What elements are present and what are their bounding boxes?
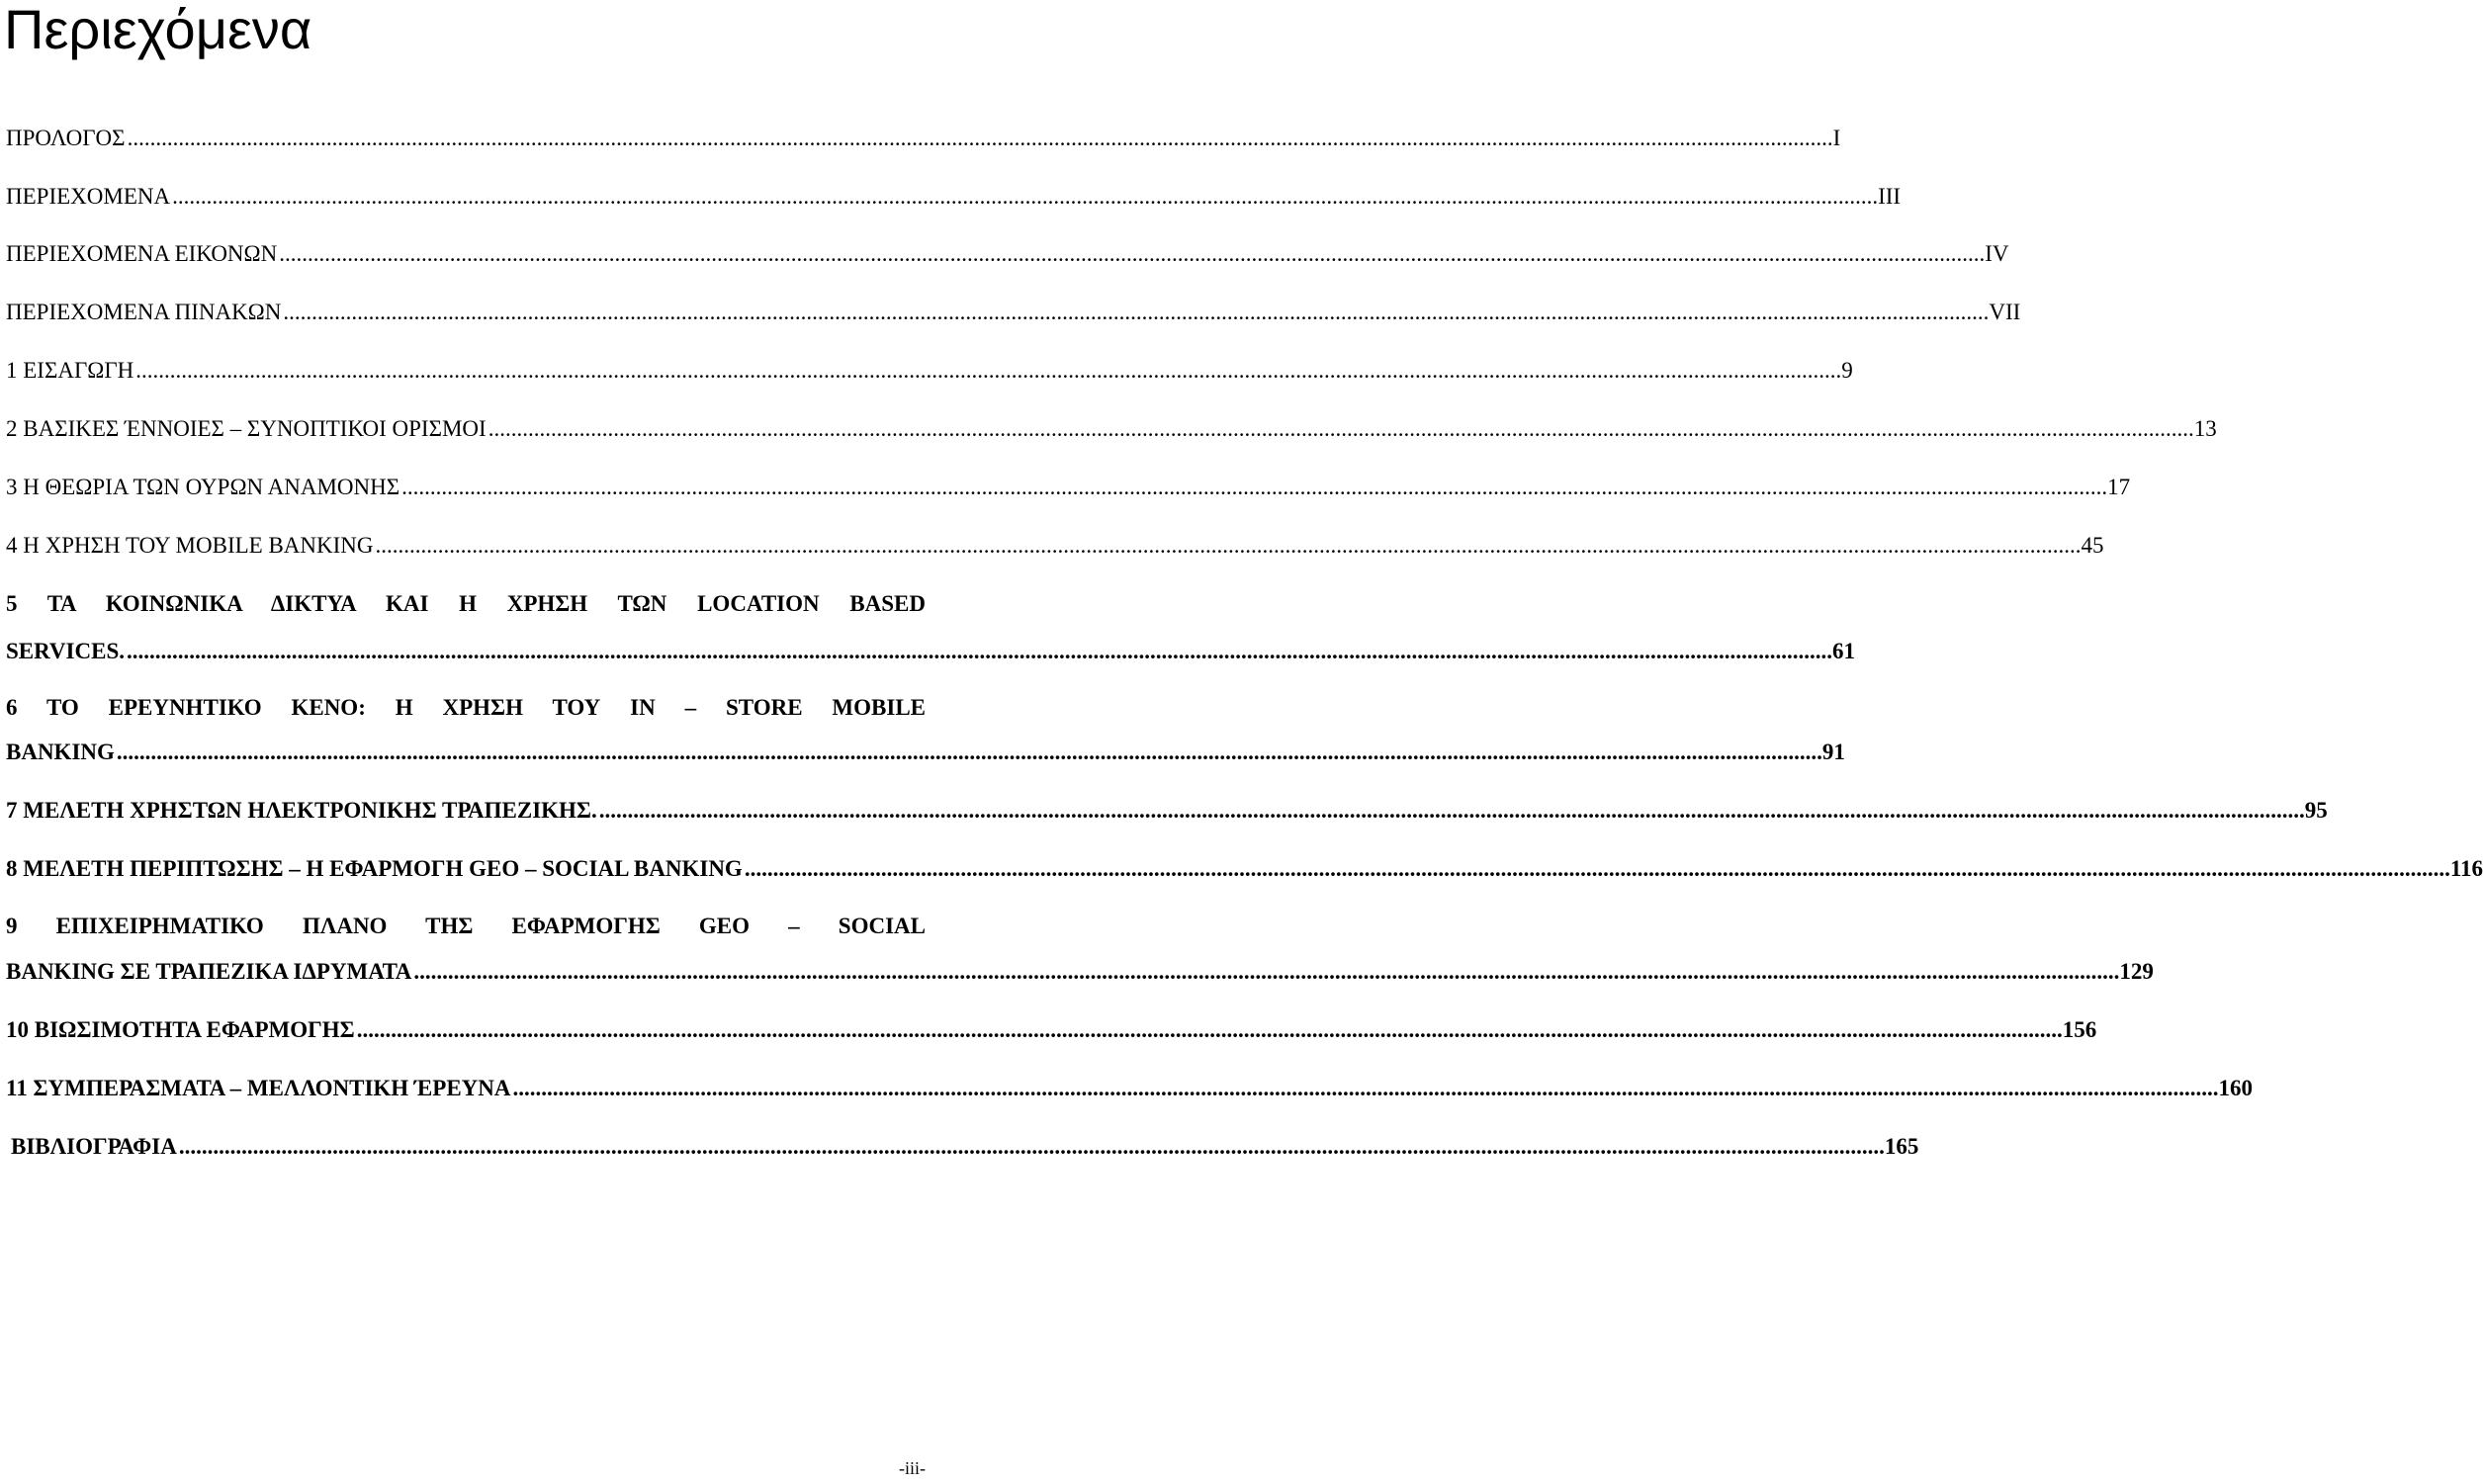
toc-entry-page: 17 (2107, 475, 2131, 499)
toc-entry-title: SERVICES. (6, 639, 125, 663)
toc-entry-page: 95 (2304, 798, 2328, 823)
toc-entry-chapter-2[interactable] (6, 414, 2217, 444)
toc-entry-title: 10 ΒΙΩΣΙΜΟΤΗΤΑ ΕΦΑΡΜΟΓΗΣ (6, 1017, 355, 1042)
dot-leader: ............................................................................................................................................................................................................................................................................................................ (744, 856, 2450, 881)
dot-leader: ............................................................................................................................................................................................................................................................................................................ (283, 300, 1990, 324)
toc-entry-page: 116 (2449, 856, 2483, 881)
toc-entry-title: ΒΙΒΛΙΟΓΡΑΦΙΑ (11, 1134, 177, 1159)
toc-entry-chapter-6[interactable] (6, 738, 1845, 767)
toc-entry-page: 156 (2062, 1017, 2097, 1042)
toc-entry-page: 91 (1821, 740, 1845, 764)
toc-entry-bibliography[interactable] (11, 1132, 1919, 1162)
toc-entry-chapter-9[interactable] (6, 957, 2154, 987)
dot-leader: ............................................................................................................................................................................................................................................................................................................ (127, 639, 1832, 663)
toc-entry-chapter-10[interactable] (6, 1015, 2097, 1045)
toc-entry-prologue[interactable] (6, 124, 1841, 153)
toc-entry-page: III (1878, 184, 1902, 209)
dot-leader: ............................................................................................................................................................................................................................................................................................................ (172, 184, 1879, 209)
toc-entry-chapter-1[interactable] (6, 356, 1853, 386)
dot-leader: ............................................................................................................................................................................................................................................................................................................ (135, 358, 1842, 383)
toc-entry-title: 5 ΤΑ ΚΟΙΝΩΝΙΚΑ ΔΙΚΤΥΑ ΚΑΙ Η ΧΡΗΣΗ ΤΩΝ LOCATION BASED (6, 591, 926, 616)
toc-entry-page: 129 (2119, 959, 2154, 984)
toc-entry-chapter-11[interactable] (6, 1074, 2254, 1103)
toc-entry-page: 9 (1841, 358, 1853, 383)
toc-entry-chapter-6-line1[interactable] (6, 693, 926, 723)
toc-entry-chapter-5[interactable] (6, 637, 1855, 666)
toc-entry-title: 11 ΣΥΜΠΕΡΑΣΜΑΤΑ – ΜΕΛΛΟΝΤΙΚΗ ΈΡΕΥΝΑ (6, 1076, 511, 1100)
dot-leader: ............................................................................................................................................................................................................................................................................................................ (401, 475, 2108, 499)
toc-entry-chapter-5-line1[interactable] (6, 589, 926, 619)
toc-entry-title: ΠΕΡΙΕΧΟΜΕΝΑ (6, 184, 171, 209)
toc-entry-title: 7 ΜΕΛΕΤΗ ΧΡΗΣΤΩΝ ΗΛΕΚΤΡΟΝΙΚΗΣ ΤΡΑΠΕΖΙΚΗΣ. (6, 798, 597, 823)
dot-leader: ............................................................................................................................................................................................................................................................................................................ (279, 241, 1986, 266)
toc-entry-page: IV (1985, 241, 2009, 266)
toc-entry-title: ΠΕΡΙΕΧΟΜΕΝΑ ΠΙΝΑΚΩΝ (6, 300, 282, 324)
dot-leader: ............................................................................................................................................................................................................................................................................................................ (598, 798, 2305, 823)
toc-entry-title: ΠΡΟΛΟΓΟΣ (6, 126, 126, 150)
toc-entry-chapter-9-line1[interactable] (6, 912, 926, 941)
toc-entry-page: 45 (2081, 533, 2104, 558)
toc-entry-title: 8 ΜΕΛΕΤΗ ΠΕΡΙΠΤΩΣΗΣ – Η ΕΦΑΡΜΟΓΗ GEO – SOCIAL BANKING (6, 856, 743, 881)
toc-entry-figures[interactable] (6, 239, 2009, 269)
toc-entry-page: 165 (1884, 1134, 1919, 1159)
toc-entry-page: 13 (2193, 416, 2217, 441)
toc-entry-title: ΠΕΡΙΕΧΟΜΕΝΑ ΕΙΚΟΝΩΝ (6, 241, 278, 266)
toc-entry-title: 6 ΤΟ ΕΡΕΥΝΗΤΙΚΟ ΚΕΝΟ: Η ΧΡΗΣΗ ΤΟΥ IN – STORE MOBILE (6, 695, 926, 720)
toc-entry-contents[interactable] (6, 182, 1902, 212)
toc-entry-chapter-7[interactable] (6, 796, 2328, 826)
toc-entry-title: 9 ΕΠΙΧΕΙΡΗΜΑΤΙΚΟ ΠΛΑΝΟ ΤΗΣ ΕΦΑΡΜΟΓΗΣ GEO – SOCIAL (6, 914, 926, 938)
dot-leader: ............................................................................................................................................................................................................................................................................................................ (375, 533, 2082, 558)
toc-entry-chapter-4[interactable] (6, 531, 2104, 561)
toc-entry-title: BANKING (6, 740, 115, 764)
toc-entry-page: VII (1989, 300, 2021, 324)
toc-entry-page: 61 (1832, 639, 1855, 663)
toc-entry-title: 4 Η ΧΡΗΣΗ ΤΟΥ MOBILE BANKING (6, 533, 374, 558)
toc-entry-page: I (1832, 126, 1841, 150)
dot-leader: ............................................................................................................................................................................................................................................................................................................ (413, 959, 2120, 984)
dot-leader: ............................................................................................................................................................................................................................................................................................................ (356, 1017, 2063, 1042)
toc-entry-chapter-8[interactable] (6, 854, 2483, 884)
page-number: -iii- (899, 1458, 926, 1478)
toc-entry-title: 1 ΕΙΣΑΓΩΓΗ (6, 358, 134, 383)
dot-leader: ............................................................................................................................................................................................................................................................................................................ (488, 416, 2194, 441)
dot-leader: ............................................................................................................................................................................................................................................................................................................ (178, 1134, 1885, 1159)
page-title: Περιεχόμενα (4, 0, 312, 60)
dot-leader: ............................................................................................................................................................................................................................................................................................................ (512, 1076, 2219, 1100)
toc-entry-title: BANKING ΣΕ ΤΡΑΠΕΖΙΚΑ ΙΔΡΥΜΑΤΑ (6, 959, 412, 984)
toc-entry-title: 3 Η ΘΕΩΡΙΑ ΤΩΝ ΟΥΡΩΝ ΑΝΑΜΟΝΗΣ (6, 475, 400, 499)
toc-entry-title: 2 ΒΑΣΙΚΕΣ ΈΝΝΟΙΕΣ – ΣΥΝΟΠΤΙΚΟΙ ΟΡΙΣΜΟΙ (6, 416, 487, 441)
toc-entry-tables[interactable] (6, 298, 2021, 327)
toc-entry-page: 160 (2218, 1076, 2254, 1100)
toc-entry-chapter-3[interactable] (6, 473, 2131, 502)
dot-leader: ............................................................................................................................................................................................................................................................................................................ (116, 740, 1822, 764)
dot-leader: ............................................................................................................................................................................................................................................................................................................ (127, 126, 1833, 150)
